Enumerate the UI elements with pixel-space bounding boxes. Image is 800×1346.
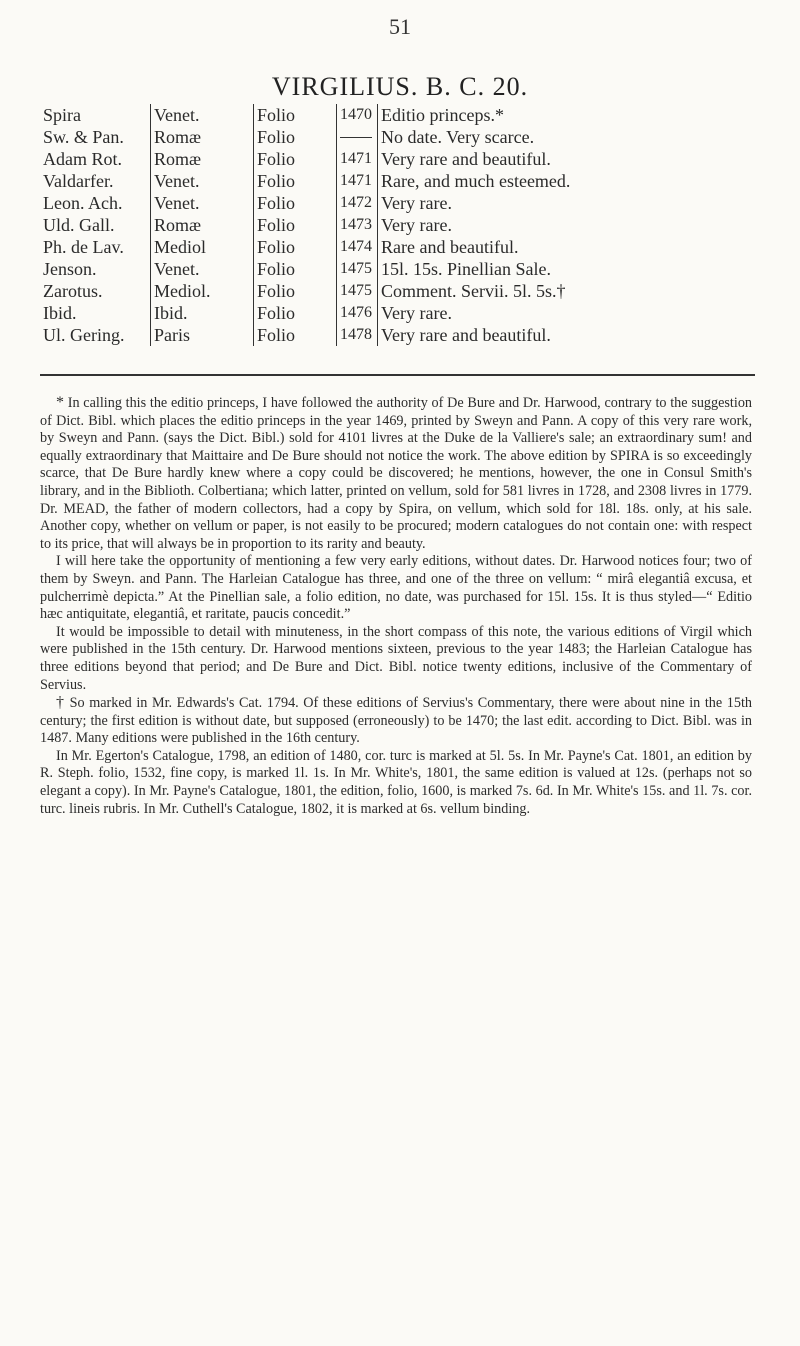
year-cell: 1476: [337, 302, 378, 324]
edition-row: [40, 170, 752, 192]
printer-cell: Leon. Ach.: [43, 193, 123, 213]
year-cell: 1473: [337, 214, 378, 236]
edition-row: [40, 236, 752, 258]
asterisk-mark: *: [56, 394, 64, 411]
place-cell: Paris: [151, 324, 254, 346]
page-number: 51: [389, 14, 411, 39]
remark-cell: Editio princeps.*: [378, 104, 753, 126]
year-cell: [337, 126, 378, 148]
printer-cell: Spira: [43, 105, 81, 125]
printer-cell: Valdarfer.: [43, 171, 114, 191]
format-cell: Folio: [254, 104, 337, 126]
editions-table: [40, 104, 752, 346]
year-cell: 1474: [337, 236, 378, 258]
remark-cell: Rare, and much esteemed.: [378, 170, 753, 192]
remark-cell: No date. Very scarce.: [378, 126, 753, 148]
edition-row: [40, 302, 752, 324]
place-cell: Venet.: [151, 170, 254, 192]
year-cell: 1471: [337, 148, 378, 170]
remark-cell: Very rare.: [378, 192, 753, 214]
place-cell: Venet.: [151, 258, 254, 280]
place-cell: Ibid.: [151, 302, 254, 324]
remark-cell: Very rare and beautiful.: [378, 148, 753, 170]
footnote-dagger: [40, 694, 752, 748]
printer-cell: Ul. Gering.: [43, 325, 125, 345]
edition-row: [40, 104, 752, 126]
remark-cell: Rare and beautiful.: [378, 236, 753, 258]
remark-cell: Very rare.: [378, 214, 753, 236]
printer-cell: Sw. & Pan.: [43, 127, 124, 147]
format-cell: Folio: [254, 280, 337, 302]
printer-cell: Zarotus.: [43, 281, 103, 301]
footnote-text: So marked in Mr. Edwards's Cat. 1794. Of these editions of Servius's Commentary, there were about nine in the 15th century; the first edition is without date, but supposed (erroneously) to be 1470; the last edit. according to Dict. Bibl. was in 1487. Many editions were published in the 16th century.: [40, 695, 753, 747]
format-cell: Folio: [254, 214, 337, 236]
footnote-star: [40, 394, 752, 553]
no-date-dash: [340, 137, 372, 138]
place-cell: Mediol: [151, 236, 254, 258]
format-cell: Folio: [254, 192, 337, 214]
remark-cell: Very rare and beautiful.: [378, 324, 753, 346]
year-cell: 1470: [337, 104, 378, 126]
dagger-mark: †: [56, 694, 66, 712]
year-cell: 1478: [337, 324, 378, 346]
year-cell: 1472: [337, 192, 378, 214]
printer-cell: Uld. Gall.: [43, 215, 115, 235]
edition-row: [40, 258, 752, 280]
printer-cell: Ph. de Lav.: [43, 237, 124, 257]
place-cell: Mediol.: [151, 280, 254, 302]
place-cell: Romæ: [151, 148, 254, 170]
printer-cell: Adam Rot.: [43, 149, 122, 169]
edition-row: [40, 324, 752, 346]
format-cell: Folio: [254, 148, 337, 170]
remark-cell: Comment. Servii. 5l. 5s.†: [378, 280, 753, 302]
remark-cell: 15l. 15s. Pinellian Sale.: [378, 258, 753, 280]
format-cell: Folio: [254, 324, 337, 346]
place-cell: Romæ: [151, 126, 254, 148]
edition-row: [40, 126, 752, 148]
year-cell: 1475: [337, 258, 378, 280]
footnote-paragraph: It would be impossible to detail with minuteness, in the short compass of this note, the various editions of Virgil which were published in the 15th century. Dr. Harwood mentions sixteen, previous to the year 1483; the Harleian Catalogue has three editions beyond that period; and De Bure and Dict. Bibl. notice twenty editions, inclusive of the Commentary of Servius.: [40, 623, 752, 693]
year-cell: 1475: [337, 280, 378, 302]
format-cell: Folio: [254, 258, 337, 280]
edition-row: [40, 214, 752, 236]
edition-row: [40, 192, 752, 214]
edition-row: [40, 280, 752, 302]
page-title: VIRGILIUS. B. C. 20.: [271, 72, 529, 101]
footnote-paragraph: In Mr. Egerton's Catalogue, 1798, an edition of 1480, cor. turc is marked at 5l. 5s. In Mr. Payne's Cat. 1801, an edition by R. Steph. folio, 1532, fine copy, is marked 1l. 1s. In Mr. White's, 1801, the same edition is valued at 12s. (perhaps not so elegant a copy). In Mr. Payne's Catalogue, 1801, the edition, folio, 1600, is marked 7s. 6d. In Mr. White's 15s. and 1l. 7s. cor. turc. lineis rubris. In Mr. Cuthell's Catalogue, 1802, it is marked at 6s. vellum binding.: [40, 747, 752, 817]
format-cell: Folio: [254, 236, 337, 258]
year-cell: 1471: [337, 170, 378, 192]
format-cell: Folio: [254, 126, 337, 148]
footnote-text: In calling this the editio princeps, I have followed the authority of De Bure and Dr. Harwood, contrary to the suggestion of Dict. Bibl. which places the editio princeps in the year 1469, printed by Sweyn and Pann. A copy of this very rare work, by Sweyn and Pann. (says the Dict. Bibl.) sold for 4101 livres at the Duke de la Valliere's sale; an extraordinary sum! and equally extraordinary that Maittaire and De Bure should not notice the work. The above edition by SPIRA is so exceedingly scarce, that De Bure hardly knew where a copy could be discovered; he mentions, however, the one in Consul Smith's library, and in the Biblioth. Colbertiana; which latter, printed on vellum, sold for 581 livres in 1728, and 2308 livres in 1779. Dr. MEAD, the father of modern collectors, had a copy by Spira, on vellum, which sold for 18l. 18s. only, at his sale. Another copy, whether on vellum or paper, is not easily to be procured; modern catalogues do not contain one: with respect to its price, that will always be in proportion to its rarity and beauty.: [40, 395, 753, 552]
printer-cell: Jenson.: [43, 259, 97, 279]
section-divider: [40, 374, 755, 376]
edition-row: [40, 148, 752, 170]
remark-cell: Very rare.: [378, 302, 753, 324]
place-cell: Romæ: [151, 214, 254, 236]
format-cell: Folio: [254, 302, 337, 324]
printer-cell: Ibid.: [43, 303, 77, 323]
place-cell: Venet.: [151, 192, 254, 214]
format-cell: Folio: [254, 170, 337, 192]
place-cell: Venet.: [151, 104, 254, 126]
footnotes: [40, 386, 752, 818]
footnote-paragraph: I will here take the opportunity of mentioning a few very early editions, without dates. Dr. Harwood notices four; two of them by Sweyn. and Pann. The Harleian Catalogue has three, and one of the three on vellum: “ mirâ elegantiâ excusa, et pulcherrimè depicta.” At the Pinellian sale, a folio edition, no date, was purchased for 15l. 15s. It is thus styled—“ Editio hæc antiquitate, elegantiâ, et raritate, paucis concedit.”: [40, 553, 752, 623]
